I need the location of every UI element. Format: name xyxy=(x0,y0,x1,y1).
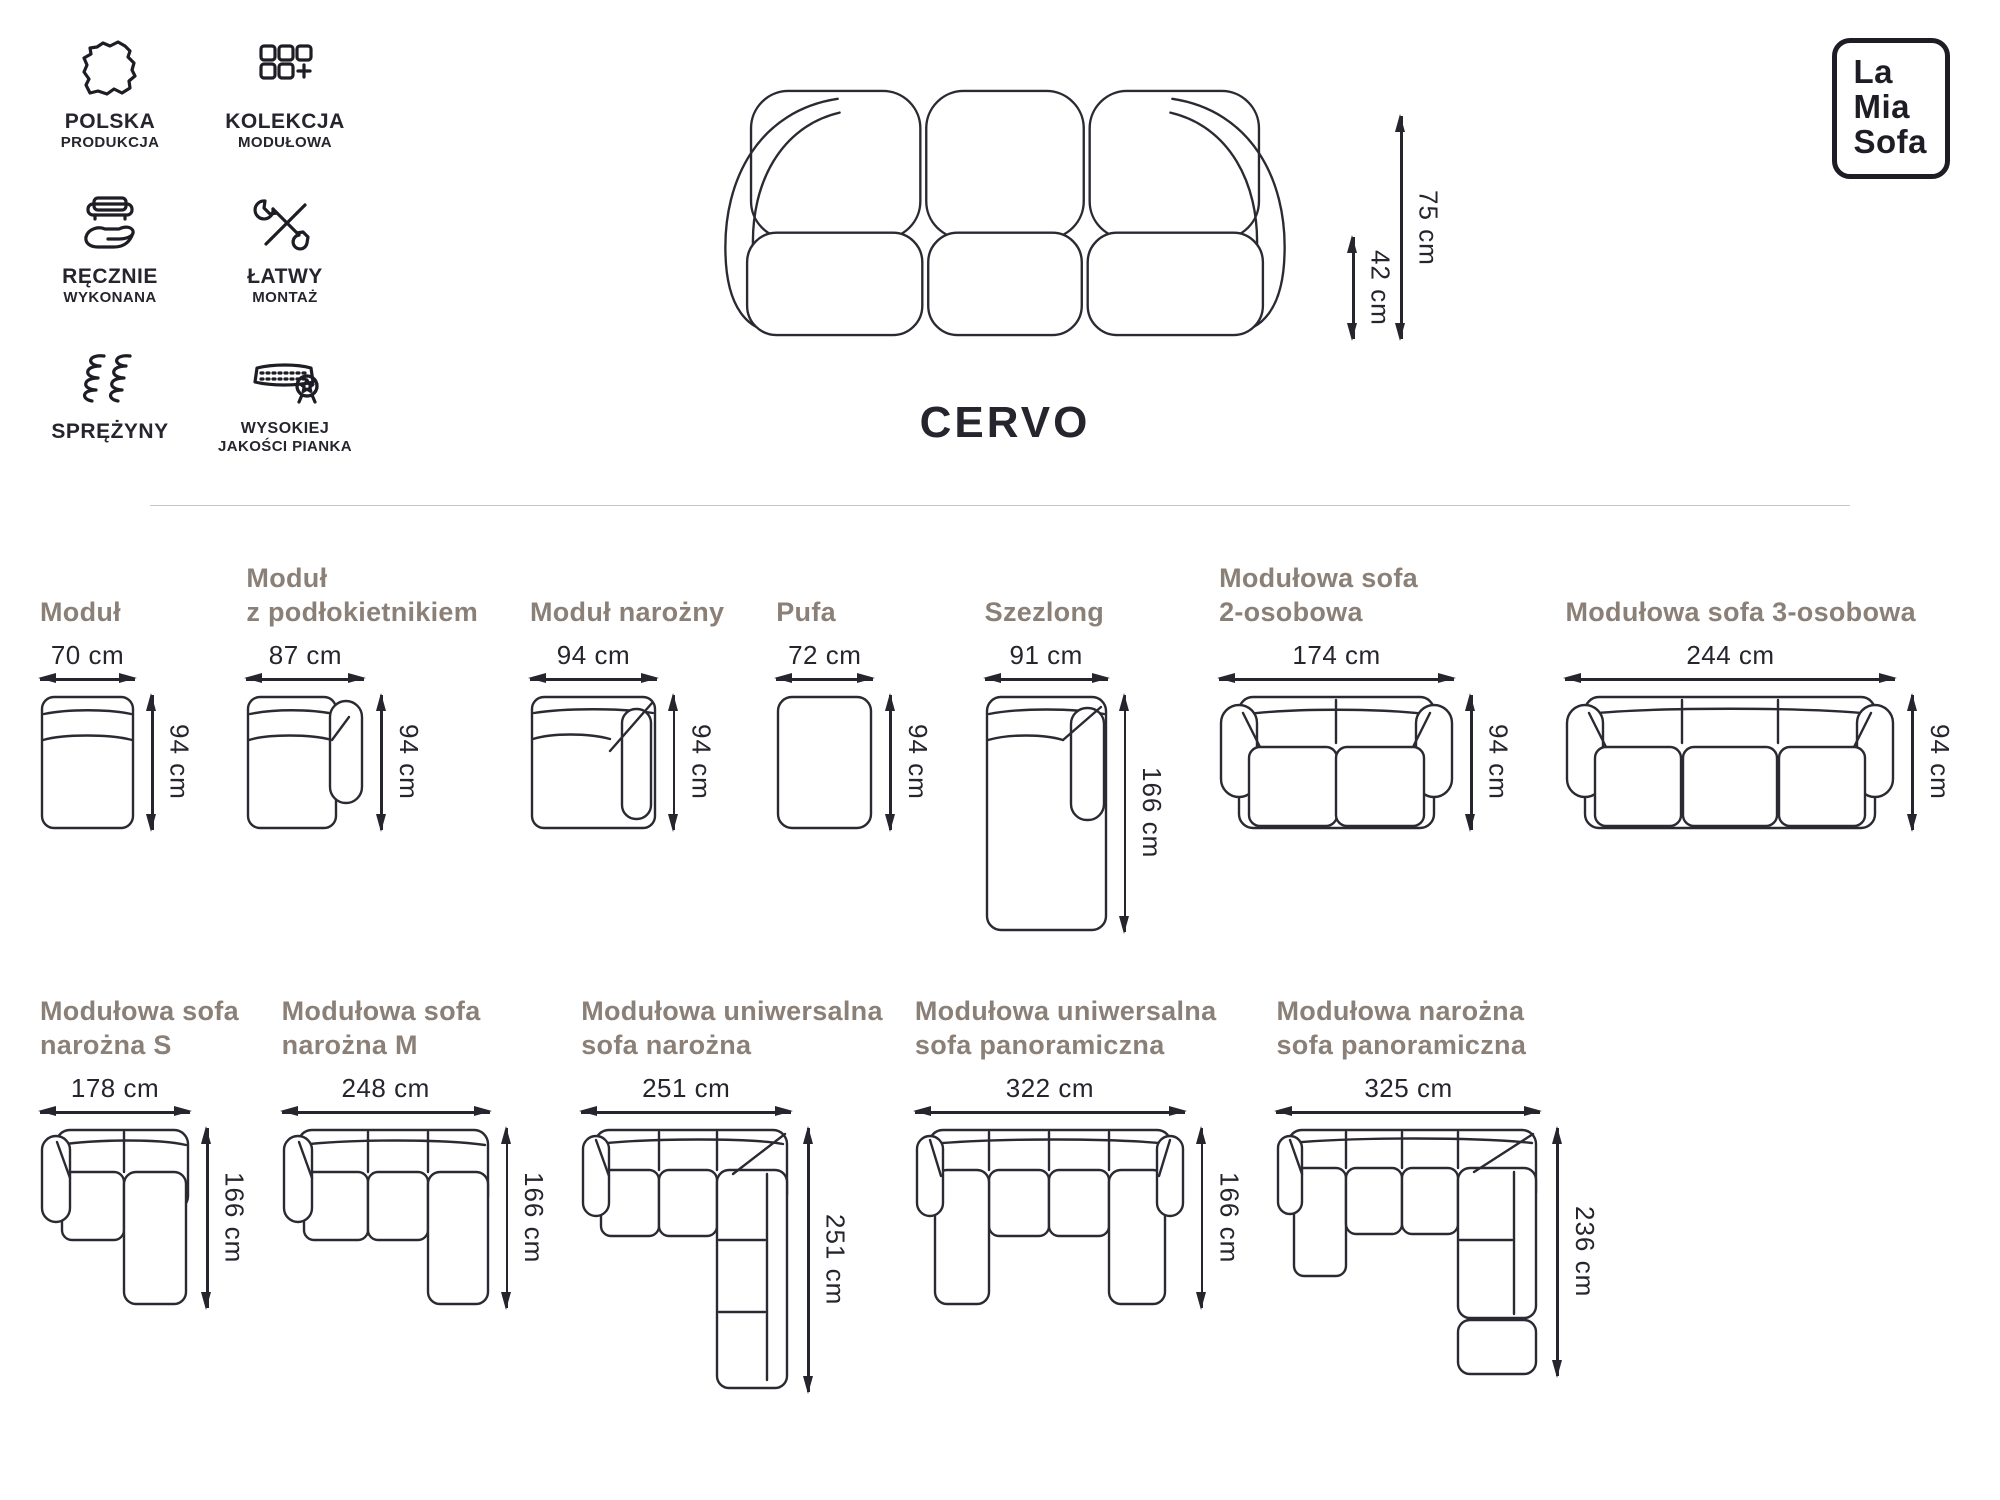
feature-label: WYSOKIEJ xyxy=(240,420,330,437)
height-dimension: 166 cm xyxy=(1201,1128,1245,1308)
dimension-value: 42 cm xyxy=(1365,250,1396,326)
height-dimension: 166 cm xyxy=(506,1128,550,1308)
modul-drawing xyxy=(40,695,135,830)
module-label: Modułowa sofa 3-osobowa xyxy=(1565,597,1916,628)
sofa-3-osobowa-drawing xyxy=(1565,695,1895,830)
width-dimension: 70 cm xyxy=(40,640,135,681)
feature-grid xyxy=(30,30,370,455)
sofa-2-osobowa-drawing xyxy=(1219,695,1454,830)
vertical-arrow xyxy=(1352,237,1355,339)
width-dimension: 87 cm xyxy=(246,640,364,681)
collection-title: CERVO xyxy=(919,398,1091,447)
feature-label: SPRĘŻYNY xyxy=(51,420,169,443)
width-dimension: 244 cm xyxy=(1565,640,1895,681)
feature-recznie-wykonana xyxy=(30,185,190,306)
sofa-uniwersalna-narozna-drawing xyxy=(581,1128,791,1392)
feature-label: RĘCZNIE xyxy=(62,265,158,288)
module-label: Modułowa narożna sofa panoramiczna xyxy=(1276,995,1527,1061)
width-dimension: 325 cm xyxy=(1276,1073,1540,1114)
hero-seat-height-dimension xyxy=(1352,237,1396,339)
modules-row-2 xyxy=(40,985,1600,1392)
sofa-narozna-s-drawing xyxy=(40,1128,190,1308)
height-dimension: 166 cm xyxy=(206,1128,250,1308)
section-divider xyxy=(150,505,1850,506)
feature-sprezyny xyxy=(30,340,190,455)
height-dimension: 94 cm xyxy=(673,695,717,830)
width-dimension: 178 cm xyxy=(40,1073,190,1114)
poland-map-icon xyxy=(78,30,142,102)
width-dimension: 251 cm xyxy=(581,1073,791,1114)
module-card-uniwersalna-narozna xyxy=(581,985,883,1392)
height-dimension: 94 cm xyxy=(1911,695,1955,830)
height-dimension: 166 cm xyxy=(1124,695,1168,932)
feature-sublabel: MODUŁOWA xyxy=(237,134,333,151)
feature-label: POLSKA xyxy=(64,110,156,133)
pufa-drawing xyxy=(776,695,873,830)
sofa-narozna-m-drawing xyxy=(282,1128,490,1308)
module-label: Moduł narożny xyxy=(529,597,725,628)
module-card-szezlong xyxy=(985,552,1168,932)
module-card-uniwersalna-panoramiczna xyxy=(915,985,1245,1308)
module-label: Modułowa uniwersalna sofa narożna xyxy=(581,995,883,1061)
sofa-uniwersalna-panoramiczna-drawing xyxy=(915,1128,1185,1308)
width-dimension: 174 cm xyxy=(1219,640,1454,681)
feature-kolekcja-modulowa xyxy=(200,30,370,151)
feature-pianka xyxy=(200,340,370,455)
width-dimension: 72 cm xyxy=(776,640,873,681)
foam-icon xyxy=(249,340,321,412)
module-label: Modułowa uniwersalna sofa panoramiczna xyxy=(914,995,1217,1061)
dimension-value: 75 cm xyxy=(1413,189,1444,266)
module-card-narozna-panoramiczna xyxy=(1276,985,1600,1376)
height-dimension: 236 cm xyxy=(1556,1128,1600,1376)
brand-logo xyxy=(1832,38,1950,179)
height-dimension: 251 cm xyxy=(807,1128,851,1392)
feature-sublabel: WYKONANA xyxy=(63,289,157,306)
logo-line: Mia xyxy=(1853,87,1910,125)
height-dimension: 94 cm xyxy=(1470,695,1514,830)
width-dimension: 322 cm xyxy=(915,1073,1185,1114)
feature-latwy-montaz xyxy=(200,185,370,306)
tools-icon xyxy=(253,185,317,257)
module-card-sofa-2-osobowa xyxy=(1219,552,1514,830)
height-dimension: 94 cm xyxy=(151,695,195,830)
module-card-pufa xyxy=(776,552,933,830)
feature-sublabel: PRODUKCJA xyxy=(60,134,160,151)
module-card-sofa-3-osobowa xyxy=(1565,552,1955,830)
sofa-front-drawing xyxy=(690,85,1320,346)
module-label: Modułowa sofa narożna S xyxy=(40,995,239,1061)
module-label: Moduł xyxy=(40,597,121,628)
width-dimension: 91 cm xyxy=(985,640,1108,681)
modules-row-1 xyxy=(40,552,1955,932)
sofa-narozna-panoramiczna-drawing xyxy=(1276,1128,1540,1376)
module-card-narozna-m xyxy=(282,985,550,1308)
modul-narozny-drawing xyxy=(530,695,657,830)
width-dimension: 248 cm xyxy=(282,1073,490,1114)
szezlong-drawing xyxy=(985,695,1108,932)
module-label: Moduł z podłokietnikiem xyxy=(246,562,479,628)
handmade-icon xyxy=(78,185,142,257)
module-label: Szezlong xyxy=(984,597,1105,628)
logo-line: La xyxy=(1853,53,1893,90)
feature-sublabel: JAKOŚCI PIANKA xyxy=(218,438,352,455)
modul-z-podlokietnikiem-drawing xyxy=(246,695,364,830)
modules-grid-icon xyxy=(253,30,317,102)
module-label: Modułowa sofa 2-osobowa xyxy=(1219,562,1418,628)
feature-label: ŁATWY xyxy=(247,265,323,288)
module-card-narozna-s xyxy=(40,985,250,1308)
logo-line: Sofa xyxy=(1853,122,1927,160)
feature-sublabel: MONTAŻ xyxy=(252,289,318,306)
module-label: Modułowa sofa narożna M xyxy=(281,995,481,1061)
feature-label: KOLEKCJA xyxy=(225,110,345,133)
module-card-modul xyxy=(40,552,195,830)
feature-polska-produkcja xyxy=(30,30,190,151)
width-dimension: 94 cm xyxy=(530,640,657,681)
module-card-modul-z-podlokietnikiem xyxy=(246,552,478,830)
hero-total-height-dimension xyxy=(1400,116,1444,339)
height-dimension: 94 cm xyxy=(889,695,933,830)
module-card-modul-narozny xyxy=(530,552,724,830)
module-label: Pufa xyxy=(776,597,836,628)
vertical-arrow xyxy=(1400,116,1403,339)
springs-icon xyxy=(78,340,142,412)
height-dimension: 94 cm xyxy=(380,695,424,830)
